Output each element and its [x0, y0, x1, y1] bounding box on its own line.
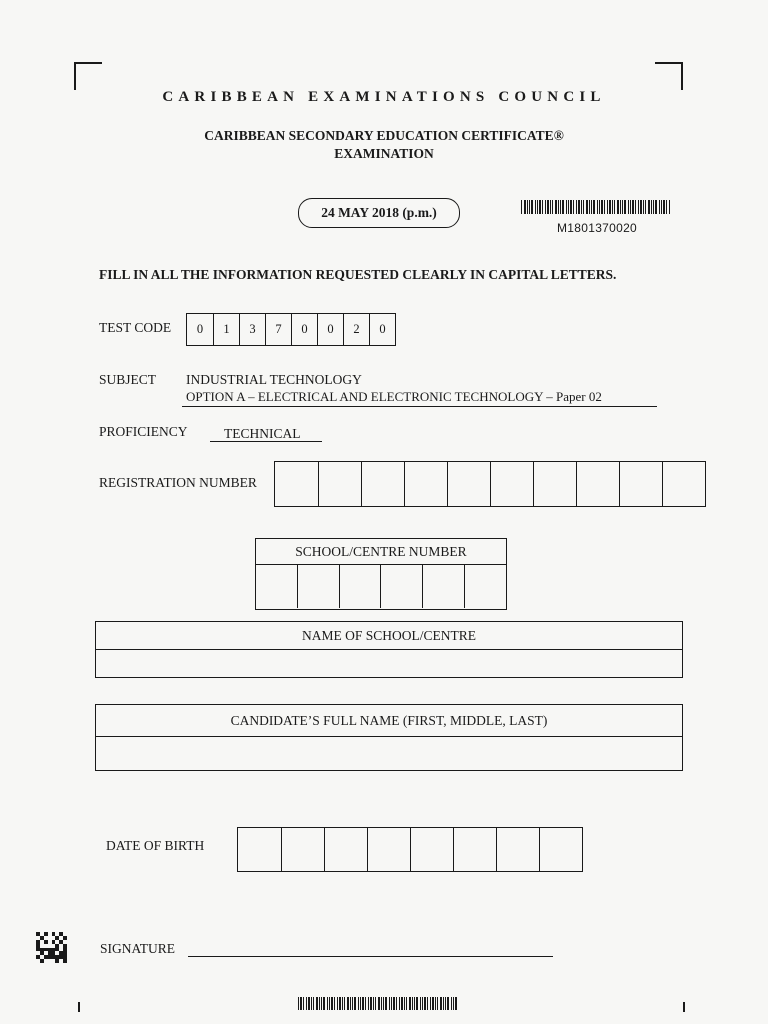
test-code-boxes: [186, 313, 396, 346]
date-of-birth-box[interactable]: [453, 828, 496, 871]
certificate-line-1: CARIBBEAN SECONDARY EDUCATION CERTIFICATE®: [204, 128, 564, 143]
date-of-birth-box[interactable]: [367, 828, 410, 871]
exam-date: 24 MAY 2018 (p.m.): [298, 198, 460, 228]
date-of-birth-box[interactable]: [496, 828, 539, 871]
test-code-digit: 1: [213, 314, 239, 345]
date-of-birth-box[interactable]: [238, 828, 281, 871]
date-of-birth-box[interactable]: [539, 828, 582, 871]
proficiency-underline: [210, 441, 322, 442]
subject-line-2: OPTION A – ELECTRICAL AND ELECTRONIC TECHNOLOGY – Paper 02: [186, 389, 602, 404]
bottom-right-tick: [683, 1002, 685, 1012]
registration-number-box[interactable]: [447, 462, 490, 506]
test-code-digit: 7: [265, 314, 291, 345]
candidate-name-label: CANDIDATE’S FULL NAME (FIRST, MIDDLE, LAST): [96, 705, 682, 737]
council-title: CARIBBEAN EXAMINATIONS COUNCIL: [162, 89, 606, 105]
barcode-icon: [521, 200, 674, 214]
candidate-name-panel: [95, 704, 683, 771]
test-code-digit: 0: [291, 314, 317, 345]
registration-number-box[interactable]: [662, 462, 705, 506]
certificate-title: [0, 127, 768, 163]
date-of-birth-box[interactable]: [324, 828, 367, 871]
test-code-digit: 0: [196, 322, 204, 336]
date-of-birth-label: DATE OF BIRTH: [106, 838, 205, 853]
candidate-name-field[interactable]: [96, 737, 682, 770]
registration-number-box[interactable]: [576, 462, 619, 506]
test-code-digit: 0: [317, 314, 343, 345]
subject-label: SUBJECT: [99, 372, 157, 387]
school-number-box[interactable]: [297, 565, 339, 608]
qr-code-icon: [36, 932, 67, 963]
registration-number-box[interactable]: [533, 462, 576, 506]
registration-number-box[interactable]: [318, 462, 361, 506]
bottom-barcode-icon: [298, 997, 460, 1010]
test-code-digit: 3: [239, 314, 265, 345]
date-of-birth-box[interactable]: [281, 828, 324, 871]
date-of-birth-box[interactable]: [410, 828, 453, 871]
instruction-text: FILL IN ALL THE INFORMATION REQUESTED CLEARLY IN CAPITAL LETTERS.: [99, 267, 617, 282]
school-number-box[interactable]: [464, 565, 506, 608]
barcode-number: M1801370020: [557, 221, 638, 235]
subject-underline: [182, 406, 657, 407]
date-of-birth-boxes[interactable]: [237, 827, 583, 872]
registration-number-box[interactable]: [404, 462, 447, 506]
subject-line-1: INDUSTRIAL TECHNOLOGY: [186, 372, 362, 387]
proficiency-value: TECHNICAL: [224, 426, 301, 441]
certificate-line-2: EXAMINATION: [334, 146, 434, 161]
school-number-box[interactable]: [422, 565, 464, 608]
school-number-label: SCHOOL/CENTRE NUMBER: [256, 539, 506, 565]
school-number-panel: [255, 538, 507, 610]
school-number-box[interactable]: [380, 565, 422, 608]
school-number-box[interactable]: [339, 565, 381, 608]
registration-number-box[interactable]: [619, 462, 662, 506]
signature-label: SIGNATURE: [100, 941, 176, 956]
registration-number-box[interactable]: [361, 462, 404, 506]
corner-mark-top-left: [74, 62, 102, 90]
school-number-boxes[interactable]: [256, 565, 506, 608]
school-number-box[interactable]: [256, 565, 297, 608]
registration-number-box[interactable]: [275, 462, 318, 506]
test-code-label: TEST CODE: [99, 320, 172, 335]
test-code-digit: 0: [369, 314, 395, 345]
school-name-field[interactable]: [96, 650, 682, 677]
registration-number-boxes[interactable]: [274, 461, 706, 507]
school-name-panel: [95, 621, 683, 678]
corner-mark-top-right: [655, 62, 683, 90]
bottom-left-tick: [78, 1002, 80, 1012]
school-name-label: NAME OF SCHOOL/CENTRE: [96, 622, 682, 650]
registration-number-box[interactable]: [490, 462, 533, 506]
registration-label: REGISTRATION NUMBER: [99, 475, 257, 490]
signature-line[interactable]: [188, 956, 553, 957]
proficiency-label: PROFICIENCY: [99, 424, 188, 439]
test-code-digit: 2: [343, 314, 369, 345]
